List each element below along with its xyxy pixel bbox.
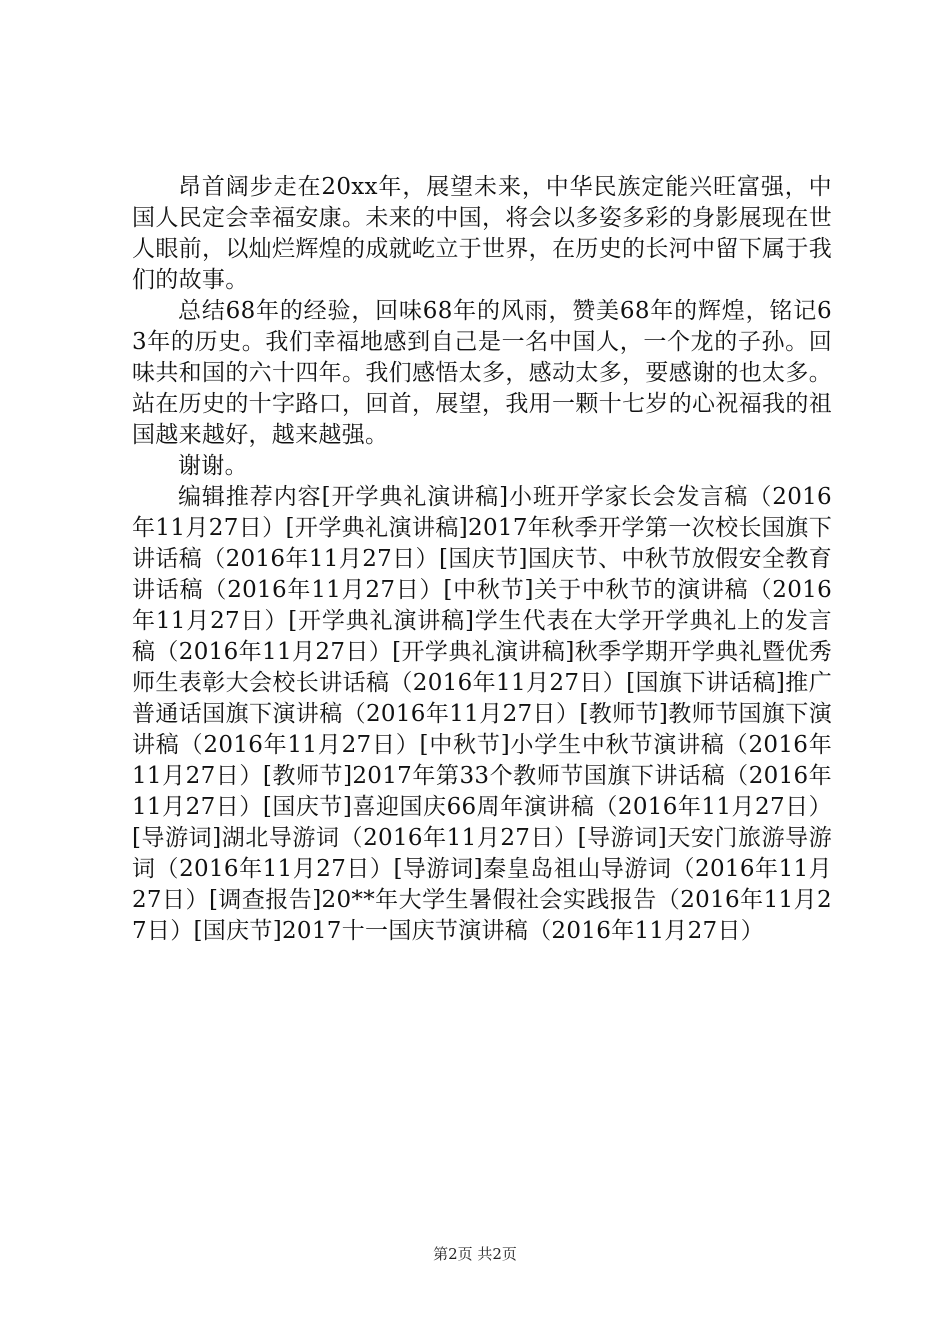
paragraph-recommended-content: 编辑推荐内容[开学典礼演讲稿]小班开学家长会发言稿（2016年11月27日）[开学典礼演讲稿]2017年秋季开学第一次校长国旗下讲话稿（2016年11月27日）[国庆节]国庆节、中秋节放假安全教育讲话稿（2016年11月27日）[中秋节]关于中秋节的演讲稿（2016年11月27日）[开学典礼演讲稿]学生代表在大学开学典礼上的发言稿（2016年11月27日）[开学典礼演讲稿]秋季学期开学典礼暨优秀师生表彰大会校长讲话稿（2016年11月27日）[国旗下讲话稿]推广普通话国旗下演讲稿（2016年11月27日）[教师节]教师节国旗下演讲稿（2016年11月27日）[中秋节]小学生中秋节演讲稿（2016年11月27日）[教师节]2017年第33个教师节国旗下讲话稿（2016年11月27日）[国庆节]喜迎国庆66周年演讲稿（2016年11月27日）[导游词]湖北导游词（2016年11月27日）[导游词]天安门旅游导游词（2016年11月27日）[导游词]秦皇岛祖山导游词（2016年11月27日）[调查报告]20**年大学生暑假社会实践报告（2016年11月27日）[国庆节]2017十一国庆节演讲稿（2016年11月27日）: [132, 484, 832, 944]
page-footer: 第2页 共2页: [433, 1245, 517, 1263]
document-body: [132, 172, 832, 947]
paragraph-future-china: 昂首阔步走在20xx年，展望未来，中华民族定能兴旺富强，中国人民定会幸福安康。未来的中国，将会以多姿多彩的身影展现在世人眼前，以灿烂辉煌的成就屹立于世界，在历史的长河中留下属于我们的故事。: [132, 174, 832, 293]
paragraph-68-years: 总结68年的经验，回味68年的风雨，赞美68年的辉煌，铭记63年的历史。我们幸福地感到自己是一名中国人，一个龙的子孙。回味共和国的六十四年。我们感悟太多，感动太多，要感谢的也太多。站在历史的十字路口，回首，展望，我用一颗十七岁的心祝福我的祖国越来越好，越来越强。: [132, 298, 832, 448]
paragraph-thanks: 谢谢。: [178, 453, 248, 479]
